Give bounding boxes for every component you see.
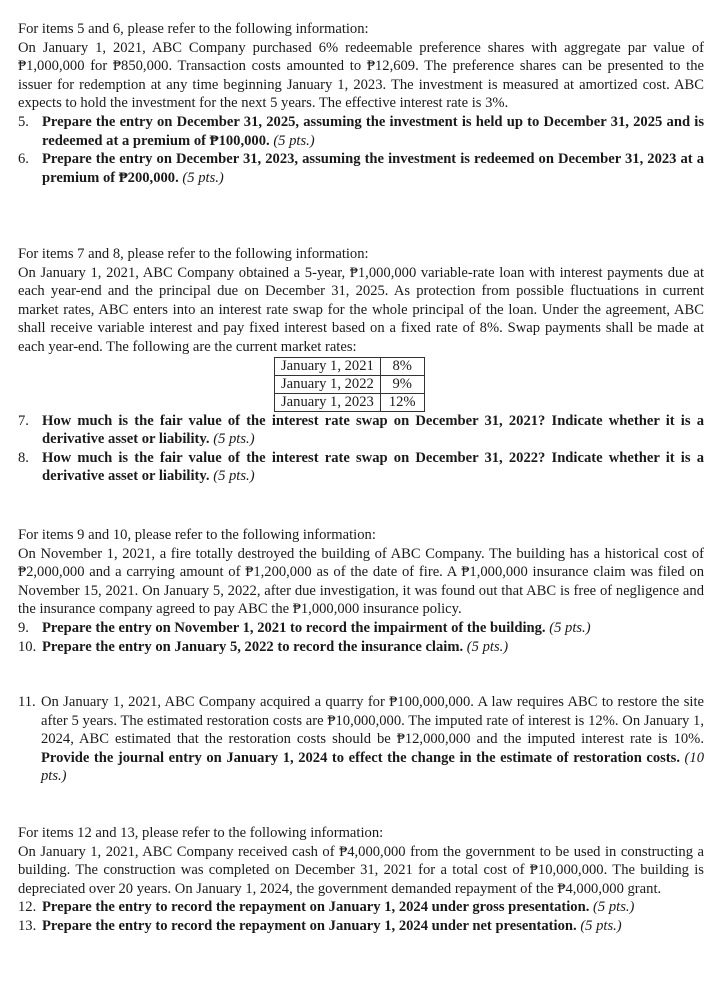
question-item-10 (18, 638, 704, 657)
section-items-12-13 (18, 824, 704, 936)
section-body: On November 1, 2021, a fire totally destroyed the building of ABC Company. The building has a historical cost of ₱2,000,000 and a carrying amount of ₱1,200,000 as of the date of fire. A ₱1,000,000 insurance claim was filed on November 15, 2021. On January 5, 2022, after due investigation, it was found out that ABC is free of negligence and the insurance company agreed to pay ABC the ₱1,000,000 insurance policy. (18, 545, 704, 618)
question-item-8 (18, 449, 704, 486)
question-item-6 (18, 150, 704, 187)
item-points: (10 pts.) (41, 749, 704, 785)
item-number: 7. (18, 412, 29, 429)
question-item-12 (18, 898, 704, 917)
item-question: Prepare the entry on January 5, 2022 to record the insurance claim. (42, 638, 464, 655)
item-points: (5 pts.) (213, 468, 255, 485)
item-question: Prepare the entry to record the repayment on January 1, 2024 under gross presentation. (42, 899, 590, 916)
item-number: 11. (18, 694, 36, 710)
rate-value: 9% (380, 375, 424, 393)
market-rates-table (274, 357, 425, 412)
section-items-7-8 (18, 245, 704, 486)
table-row (275, 393, 425, 411)
section-item-11 (18, 693, 704, 786)
item-number: 13. (18, 917, 37, 934)
item-points: (5 pts.) (549, 619, 591, 636)
item-question: How much is the fair value of the interest rate swap on December 31, 2021? Indicate whether it is a derivative asset or liability. (42, 412, 704, 448)
question-item-13 (18, 917, 704, 936)
item-question: Prepare the entry on November 1, 2021 to record the impairment of the building. (42, 619, 546, 636)
section-items-5-6 (18, 20, 704, 187)
table-row (275, 357, 425, 375)
item-number: 12. (18, 899, 37, 916)
item-points: (5 pts.) (273, 132, 315, 149)
section-intro: For items 9 and 10, please refer to the following information: (18, 527, 376, 543)
item-number: 8. (18, 449, 29, 466)
item-points: (5 pts.) (213, 431, 255, 448)
item-number: 6. (18, 151, 29, 168)
item-points: (5 pts.) (593, 899, 635, 916)
item-points: (5 pts.) (580, 917, 622, 934)
rate-value: 8% (380, 357, 424, 375)
question-item-11 (18, 693, 704, 786)
section-body: On January 1, 2021, ABC Company obtained a 5-year, ₱1,000,000 variable-rate loan with interest payments due at each year-end and the principal due on December 31, 2025. As protection from possible fluctuations in current market rates, ABC enters into an interest rate swap for the whole principal of the loan. Under the agreement, ABC shall receive variable interest and pay fixed interest based on a fixed rate of 8%. Swap payments shall be made at each year-end. The following are the current market rates: (18, 264, 704, 355)
item-points: (5 pts.) (466, 638, 509, 655)
item-question: Prepare the entry on December 31, 2025, assuming the investment is held up to December 31, 2025 and is redeemed at a premium of ₱100,000. (42, 113, 704, 149)
section-items-9-10 (18, 526, 704, 656)
rate-date: January 1, 2021 (275, 357, 381, 375)
item-question: Prepare the entry on December 31, 2023, assuming the investment is redeemed on December 31, 2023 at a premium of ₱200,000. (42, 151, 704, 186)
rate-date: January 1, 2023 (275, 393, 381, 411)
rate-date: January 1, 2022 (275, 375, 381, 393)
item-number: 9. (18, 619, 29, 636)
question-item-5 (18, 113, 704, 150)
question-item-9 (18, 619, 704, 638)
item-question: Prepare the entry to record the repayment on January 1, 2024 under net presentation. (42, 917, 577, 934)
item-number: 10. (18, 638, 37, 655)
item-question: How much is the fair value of the interest rate swap on December 31, 2022? Indicate whether it is a derivative asset or liability. (42, 449, 704, 485)
table-row (275, 375, 425, 393)
section-intro: For items 12 and 13, please refer to the following information: (18, 825, 384, 841)
question-item-7 (18, 412, 704, 449)
item-number: 5. (18, 113, 29, 130)
section-body: On January 1, 2021, ABC Company purchased 6% redeemable preference shares with aggregate par value of ₱1,000,000 for ₱850,000. Transaction costs amounted to ₱12,609. The preference shares can be presented to the issuer for redemption at any time beginning January 1, 2023. The investment is measured at amortized cost. ABC expects to hold the investment for the next 5 years. The effective interest rate is 3%. (18, 39, 704, 112)
section-body: On January 1, 2021, ABC Company received cash of ₱4,000,000 from the government to be used in constructing a building. The construction was completed on December 31, 2021 for a total cost of ₱10,000,000. The building is depreciated over 20 years. On January 1, 2024, the government demanded repayment of the ₱4,000,000 grant. (18, 843, 704, 897)
section-intro: For items 7 and 8, please refer to the following information: (18, 246, 369, 262)
rate-value: 12% (380, 393, 424, 411)
item-question: Provide the journal entry on January 1, 2024 to effect the change in the estimate of restoration costs. (41, 749, 680, 766)
section-intro: For items 5 and 6, please refer to the following information: (18, 21, 369, 37)
item-context: On January 1, 2021, ABC Company acquired a quarry for ₱100,000,000. A law requires ABC to restore the site after 5 years. The estimated restoration costs are ₱10,000,000. The imputed rate of interest is 12%. On January 1, 2024, ABC estimated that the restoration costs should be ₱12,000,000 and the imputed interest rate is 10%. (41, 694, 704, 748)
item-points: (5 pts.) (182, 169, 224, 186)
